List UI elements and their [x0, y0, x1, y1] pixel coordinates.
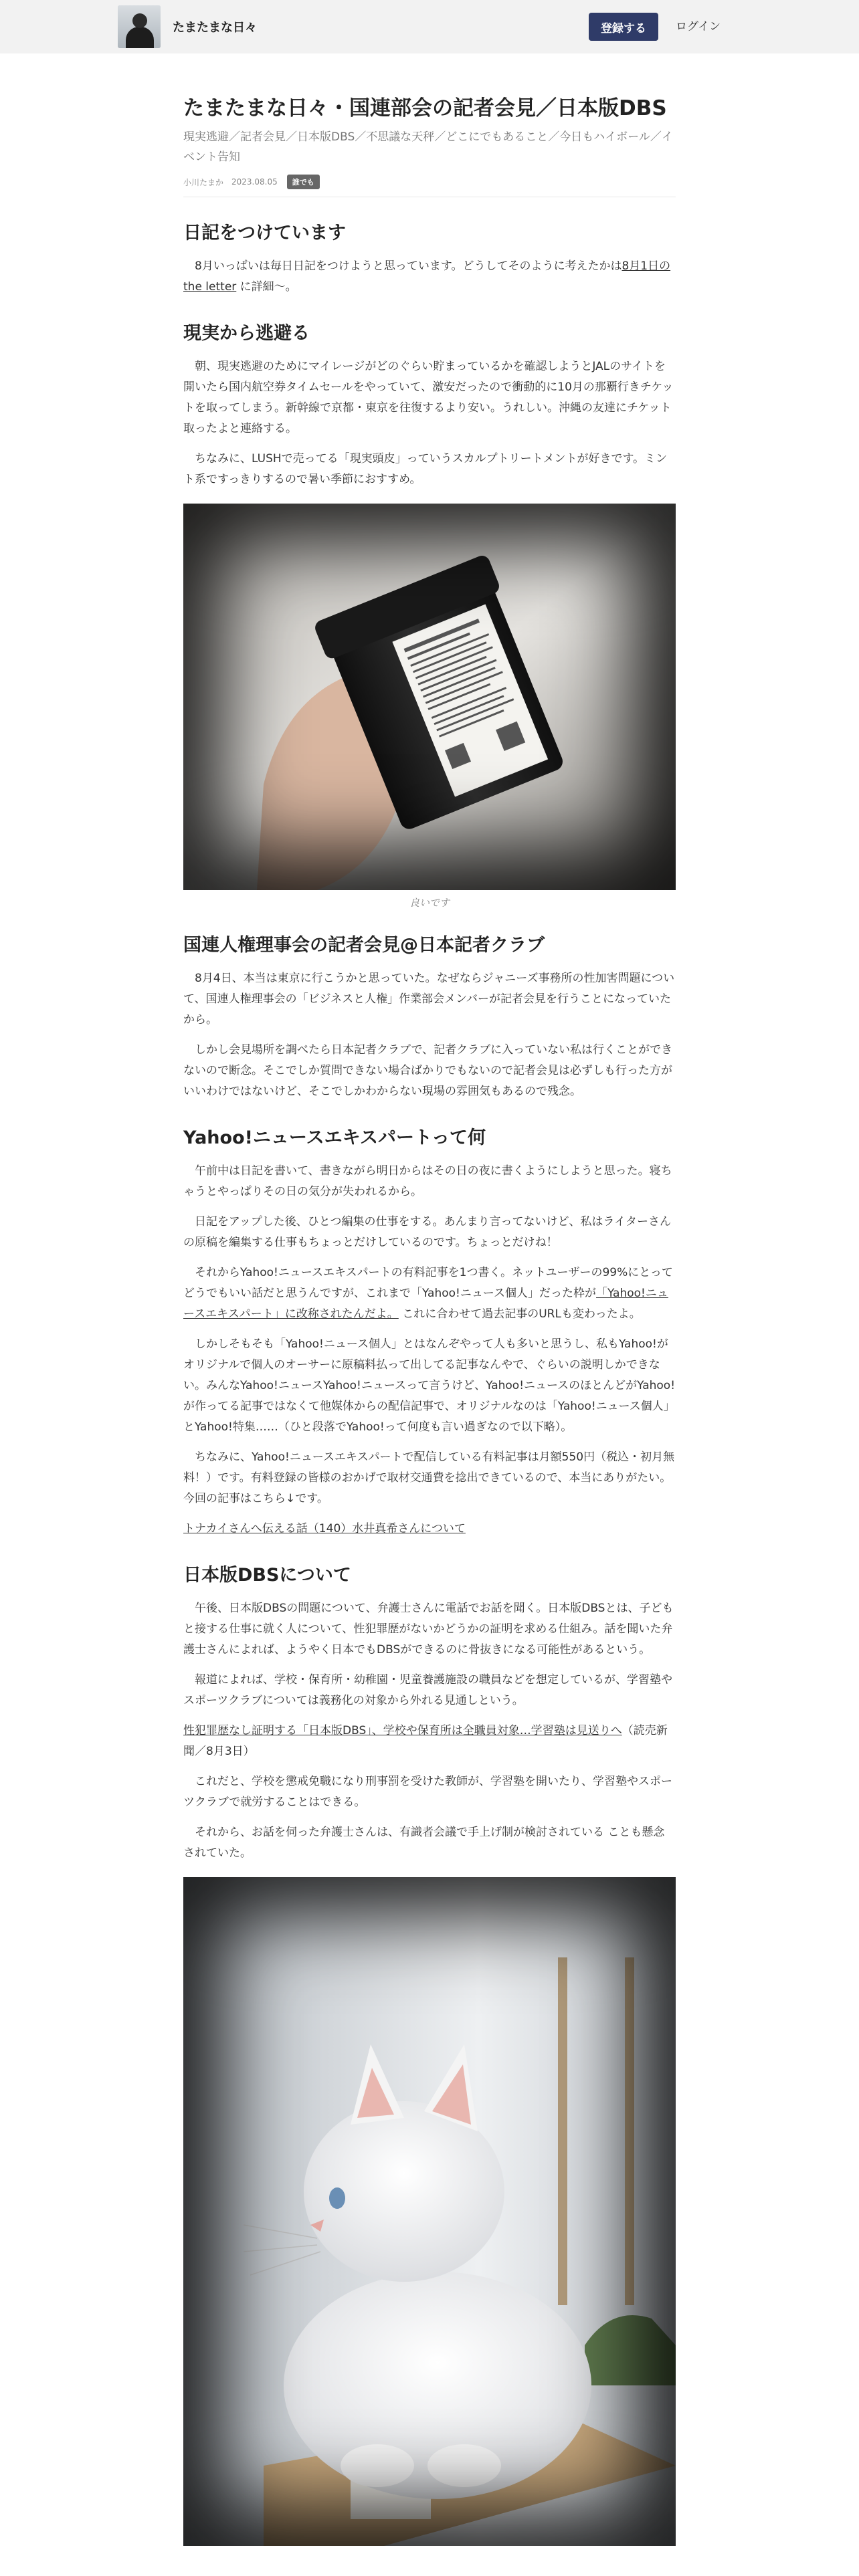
dbs-news-paragraph [183, 1721, 676, 1762]
article-tags: 現実逃避／記者会見／日本版DBS／不思議な天秤／どこにでもあること／今日もハイボール／イベント告知 [183, 130, 673, 164]
un-paragraph-2: しかし会見場所を調べたら日本記者クラブで、記者クラブに入っていない私は行くことができないので断念。そこでしか質問できない場合ばかりでもないので記者会見は必ずしも行った方がいいわけではないけど、そこでしかわからない現場の雰囲気もあるので残念。 [183, 1043, 673, 1098]
diary-text-end: に詳細〜。 [236, 280, 297, 294]
login-link[interactable]: ログイン [676, 20, 721, 33]
dbs-paragraph-1: 午後、日本版DBSの問題について、弁護士さんに電話でお話を聞く。日本版DBSとは、子どもと接する仕事に就く人について、性犯罪歴がないかどうかの証明を求める仕組み。話を聞いた弁護士さんによれば、ようやく日本でもDBSができるのに骨抜きになる可能性があるという。 [183, 1602, 674, 1656]
yahoo-text: それからYahoo!ニュースエキスパートの有料記事を1つ書く。ネットユーザーの99%にとってどうでもいい話だと思うんですが、これまで「Yahoo!ニュース個人」だった枠が [183, 1266, 673, 1300]
photo-caption: 良いです [409, 897, 450, 909]
escape-paragraph-1: 朝、現実逃避のためにマイレージがどのぐらい貯まっているかを確認しようとJALのサイトを開いたら国内航空券タイムセールをやっていて、激安だったので衝動的に10月の那覇行きチケットを取ってしまう。新幹線で京都・東京を往復するより安い。うれしい。沖縄の友達にチケット取ったよと連絡する。 [183, 360, 674, 435]
publish-date: 2023.08.05 [231, 177, 278, 187]
signup-button[interactable]: 登録する [589, 13, 658, 41]
site-header [0, 0, 859, 53]
heading-escape: 現実から逃避る [183, 323, 310, 344]
heading-diary: 日記をつけています [183, 223, 346, 243]
cat-photo-figure [183, 1877, 676, 2546]
yahoo-rename-link[interactable]: 「Yahoo!ニュースエキスパート」に改称されたんだよ。 [183, 1287, 668, 1321]
yahoo-article-paragraph [183, 1519, 676, 1539]
white-cat-image [183, 1877, 676, 2546]
article [183, 94, 676, 2554]
yahoo-paragraph-1: 午前中は日記を書いて、書きながら明日からはその日の夜に書くようにしようと思った。寝ちゃうとやっぱりその日の気分が失われるから。 [183, 1164, 672, 1198]
treatment-jar-image [183, 504, 676, 890]
visibility-badge: 誰でも [287, 175, 320, 189]
site-brand-link[interactable] [118, 5, 257, 48]
un-paragraph-1: 8月4日、本当は東京に行こうかと思っていた。なぜならジャニーズ事務所の性加害問題について、国連人権理事会の「ビジネスと人権」作業部会メンバーが記者会見を行うことになっていたから。 [183, 972, 675, 1027]
dbs-paragraph-4: それから、お話を伺った弁護士さんは、有識者会議で手上げ制が検討されている ことも懸念されていた。 [183, 1826, 665, 1860]
yahoo-text-end: これに合わせて過去記事のURLも変わったよ。 [398, 1307, 641, 1321]
dbs-paragraph-2: 報道によれば、学校・保育所・幼稚園・児童養護施設の職員などを想定しているが、学習塾やスポーツクラブについては義務化の対象から外れる見通しという。 [183, 1673, 672, 1707]
dbs-news-link[interactable]: 性犯罪歴なし証明する「日本版DBS」、学校や保育所は全職員対象…学習塾は見送りへ [183, 1724, 622, 1737]
yahoo-paragraph-3 [183, 1263, 676, 1325]
author-name[interactable]: 小川たまか [183, 177, 224, 187]
site-name: たまたまな日々 [173, 21, 257, 35]
site-avatar [118, 5, 161, 48]
diary-paragraph [183, 256, 676, 298]
yahoo-paragraph-5: ちなみに、Yahoo!ニュースエキスパートで配信している有料記事は月額550円（税込・初月無料！）です。有料登録の皆様のおかげで取材交通費を捻出できているので、本当にありがたい。今回の記事はこちら↓です。 [183, 1451, 675, 1505]
product-photo-figure [183, 504, 676, 909]
heading-un-press: 国連人権理事会の記者会見@日本記者クラブ [183, 935, 545, 956]
diary-text: 8月いっぱいは毎日日記をつけようと思っています。どうしてそのように考えたかは [195, 259, 622, 273]
escape-paragraph-2: ちなみに、LUSHで売ってる「現実頭皮」っていうスカルプトリートメントが好きです。ミント系ですっきりするので暑い季節におすすめ。 [183, 452, 668, 486]
dbs-paragraph-3: これだと、学校を懲戒免職になり刑事罰を受けた教師が、学習塾を開いたり、学習塾やスポーツクラブで就労することはできる。 [183, 1775, 672, 1809]
yahoo-paragraph-2: 日記をアップした後、ひとつ編集の仕事をする。あんまり言ってないけど、私はライターさんの原稿を編集する仕事もちょっとだけしているのです。ちょっとだけね！ [183, 1215, 671, 1249]
product-photo[interactable] [183, 504, 676, 890]
heading-yahoo: Yahoo!ニュースエキスパートって何 [183, 1128, 486, 1148]
article-meta [183, 174, 676, 190]
article-title: たまたまな日々・国連部会の記者会見／日本版DBS [183, 96, 667, 120]
cat-photo[interactable] [183, 1877, 676, 2546]
news-source: （読売新聞／8月3日） [183, 1724, 668, 1758]
yahoo-article-link[interactable]: トナカイさんへ伝える話（140）水井真希さんについて [183, 1522, 466, 1535]
heading-dbs: 日本版DBSについて [183, 1565, 351, 1586]
yahoo-paragraph-4: しかしそもそも「Yahoo!ニュース個人」とはなんぞやって人も多いと思うし、私もYahoo!がオリジナルで個人のオーサーに原稿料払って出してる記事なんやで、ぐらいの説明しかできない。みんなYahoo!ニュースYahoo!ニュースって言うけど、Yahoo!ニュースのほとんどがYahoo!が作ってる記事ではなくて他媒体からの配信記事で、オリジナルなのは「Yahoo!ニュース個人」とYahoo!特集……（ひと段落でYahoo!って何度も言い過ぎなので以下略）。 [183, 1337, 676, 1434]
letter-link[interactable]: 8月1日の the letter [183, 259, 671, 294]
